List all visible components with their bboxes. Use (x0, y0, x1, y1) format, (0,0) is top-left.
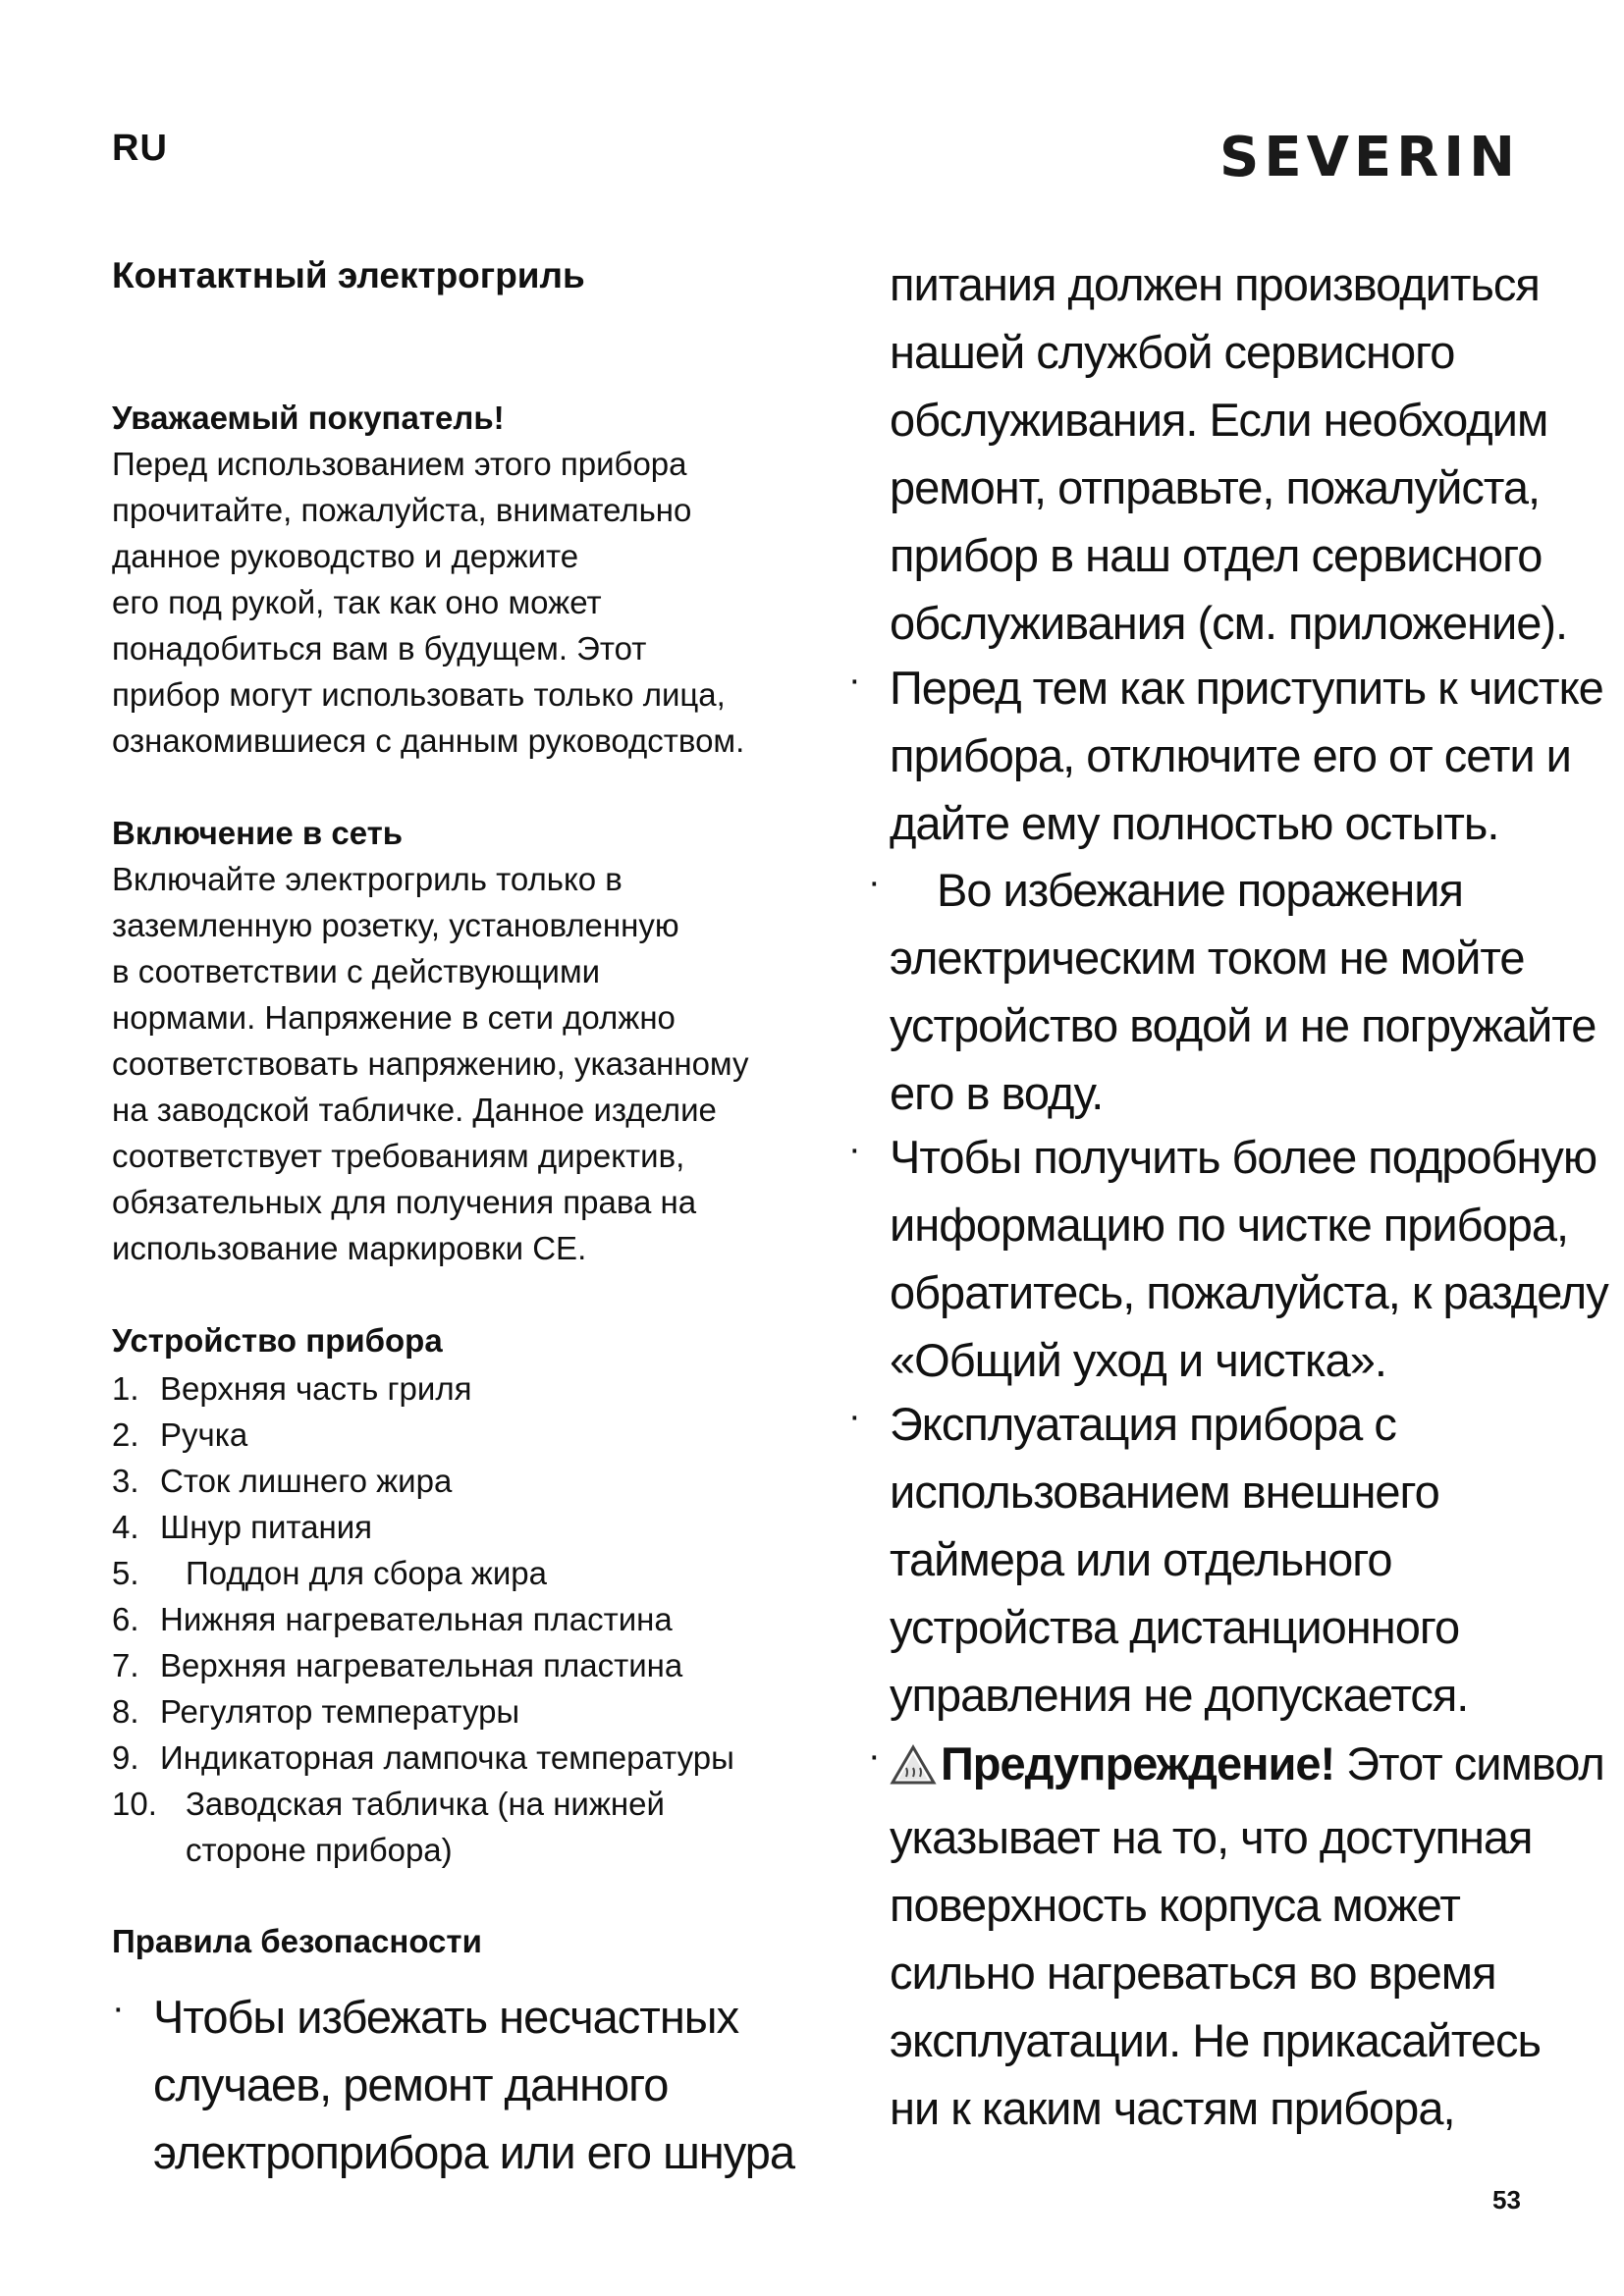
intro-line: прочитайте, пожалуйста, внимательно (112, 492, 692, 528)
page-title: Контактный электрогриль (112, 255, 585, 295)
intro-line: данное руководство и держите (112, 538, 579, 574)
item-number: 1. (112, 1370, 139, 1407)
text-line: указывает на то, что доступная (890, 1811, 1533, 1863)
text-line: Эксплуатация прибора с (890, 1398, 1396, 1450)
text-line: сильно нагреваться во время (890, 1947, 1496, 1999)
item-text: Индикаторная лампочка температуры (160, 1739, 734, 1776)
item-text: Ручка (160, 1416, 248, 1453)
language-code: RU (112, 128, 168, 169)
text-line: электроприбора или его шнура (153, 2126, 794, 2178)
item-number: 6. (112, 1601, 139, 1637)
connection-line: в соответствии с действующими (112, 953, 601, 989)
connection-line: на заводской табличке. Данное изделие (112, 1092, 717, 1128)
connection-line: соответствовать напряжению, указанному (112, 1045, 749, 1082)
safety-heading (112, 1919, 819, 1964)
list-item (112, 1504, 819, 1550)
device-heading-text: Устройство прибора (112, 1322, 443, 1359)
item-text: Шнур питания (160, 1509, 373, 1545)
bullet-icon: · (848, 660, 861, 701)
right-continuation (890, 250, 1567, 657)
text-line: питания должен производиться (890, 258, 1540, 310)
item-text: стороне прибора) (186, 1832, 453, 1868)
safety-heading-text: Правила безопасности (112, 1923, 482, 1959)
text-line: его в воду. (890, 1067, 1104, 1119)
hot-surface-warning-icon (890, 1735, 937, 1803)
item-number: 2. (112, 1416, 139, 1453)
list-item (112, 1642, 819, 1688)
intro-line: его под рукой, так как оно может (112, 584, 602, 620)
safety-bullet-6 (890, 1730, 1604, 2142)
text-line: эксплуатации. Не прикасайтесь (890, 2014, 1541, 2066)
bullet-icon: · (868, 862, 881, 903)
intro-heading: Уважаемый покупатель! (112, 400, 505, 436)
item-number: 9. (112, 1739, 139, 1776)
bullet-icon: · (868, 1735, 881, 1777)
safety-bullet-1 (153, 1983, 794, 2186)
text-line: дайте ему полностью остыть. (890, 797, 1499, 849)
connection-line: нормами. Напряжение в сети должно (112, 999, 676, 1036)
list-item (112, 1365, 819, 1412)
item-text: Верхняя часть гриля (160, 1370, 472, 1407)
text-line: электрическим током не мойте (890, 932, 1525, 984)
text-line: Чтобы избежать несчастных (153, 1991, 739, 2043)
item-text: Верхняя нагревательная пластина (160, 1647, 683, 1683)
list-item (112, 1596, 819, 1642)
text-line: таймера или отдельного (890, 1533, 1392, 1585)
item-text: Нижняя нагревательная пластина (160, 1601, 673, 1637)
item-number: 7. (112, 1647, 139, 1683)
text-line: использованием внешнего (890, 1466, 1439, 1518)
text-line: обслуживания. Если необходим (890, 394, 1548, 446)
connection-line: соответствует требованиям директив, (112, 1138, 685, 1174)
text-line: случаев, ремонт данного (153, 2058, 669, 2110)
text-line: Во избежание поражения (937, 864, 1463, 916)
item-number: 3. (112, 1463, 139, 1499)
parts-list (112, 1365, 819, 1873)
text-line: ремонт, отправьте, пожалуйста, (890, 461, 1541, 513)
text-line: «Общий уход и чистка». (890, 1334, 1386, 1386)
bullet-icon: · (112, 1988, 125, 2029)
item-text: Регулятор температуры (160, 1693, 520, 1730)
list-item (112, 1458, 819, 1504)
item-number: 10. (112, 1786, 157, 1822)
text-line: Чтобы получить более подробную (890, 1131, 1597, 1183)
item-number: 5. (112, 1555, 139, 1591)
safety-bullet-2 (890, 654, 1603, 857)
text-line: Перед тем как приступить к чистке (890, 662, 1603, 714)
intro-section (112, 396, 819, 764)
list-item-continuation (112, 1827, 819, 1873)
brand-logo: SEVERIN (1219, 126, 1521, 189)
connection-line: заземленную розетку, установленную (112, 907, 679, 943)
safety-bullet-4 (890, 1123, 1608, 1394)
intro-line: Перед использованием этого прибора (112, 446, 687, 482)
item-number: 8. (112, 1693, 139, 1730)
intro-line: прибор могут использовать только лица, (112, 676, 726, 713)
connection-line: обязательных для получения права на (112, 1184, 697, 1220)
text-line: прибор в наш отдел сервисного (890, 529, 1543, 581)
text-line: обратитесь, пожалуйста, к разделу (890, 1266, 1608, 1318)
intro-line: ознакомившиеся с данным руководством. (112, 722, 745, 759)
warning-rest: Этот символ (1334, 1737, 1604, 1789)
list-item (112, 1688, 819, 1735)
text-line (890, 1730, 1604, 1803)
list-item (112, 1550, 819, 1596)
text-line: нашей службой сервисного (890, 326, 1455, 378)
list-item (112, 1735, 819, 1781)
list-item (112, 1781, 819, 1827)
bullet-icon: · (848, 1129, 861, 1170)
safety-bullet-3 (890, 856, 1596, 1127)
item-text: Сток лишнего жира (160, 1463, 453, 1499)
connection-line: использование маркировки CE. (112, 1230, 587, 1266)
connection-section (112, 811, 819, 1271)
text-line: управления не допускается. (890, 1669, 1469, 1721)
page-number: 53 (1492, 2185, 1521, 2215)
list-item (112, 1412, 819, 1458)
bullet-icon: · (848, 1396, 861, 1437)
text-line: информацию по чистке прибора, (890, 1199, 1569, 1251)
text-line: устройство водой и не погружайте (890, 999, 1597, 1051)
safety-bullet-5 (890, 1390, 1468, 1729)
text-line: прибора, отключите его от сети и (890, 729, 1571, 781)
text-line: устройства дистанционного (890, 1601, 1460, 1653)
item-text: Поддон для сбора жира (186, 1555, 547, 1591)
warning-label: Предупреждение! (941, 1737, 1335, 1789)
connection-line: Включайте электрогриль только в (112, 861, 623, 897)
item-text: Заводская табличка (на нижней (186, 1786, 665, 1822)
text-line: поверхность корпуса может (890, 1879, 1460, 1931)
device-heading (112, 1318, 819, 1363)
text-line: обслуживания (см. приложение). (890, 597, 1568, 649)
item-number: 4. (112, 1509, 139, 1545)
text-line: ни к каким частям прибора, (890, 2082, 1455, 2134)
connection-heading: Включение в сеть (112, 815, 404, 851)
intro-line: понадобиться вам в будущем. Этот (112, 630, 647, 667)
